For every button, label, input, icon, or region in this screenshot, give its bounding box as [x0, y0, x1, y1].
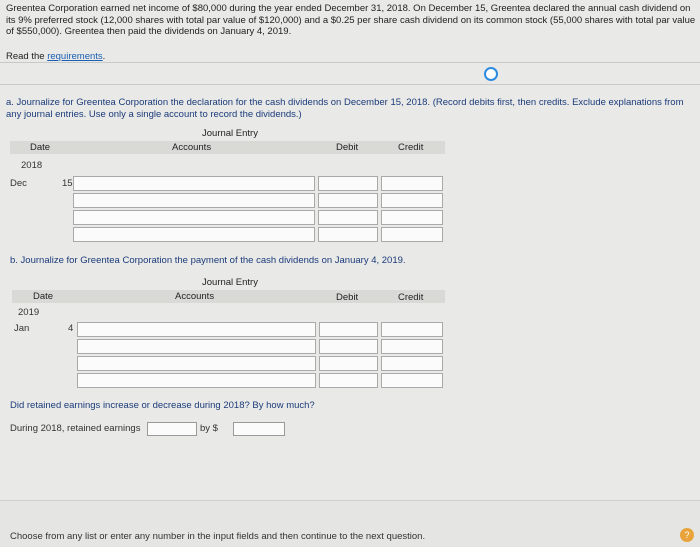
part-a-credit-input-2[interactable]: [381, 193, 443, 208]
part-a-account-input-4[interactable]: [73, 227, 315, 242]
part-a-credit-input-4[interactable]: [381, 227, 443, 242]
part-b-debit-input-4[interactable]: [319, 373, 378, 388]
part-b-debit-input-1[interactable]: [319, 322, 378, 337]
part-b-credit-input-2[interactable]: [381, 339, 443, 354]
part-b-header-debit: Debit: [336, 292, 359, 303]
part-b-journal-title: Journal Entry: [202, 277, 258, 288]
part-a-account-input-2[interactable]: [73, 193, 315, 208]
part-b-day: 4: [68, 323, 74, 334]
divider: [0, 62, 700, 63]
part-a-header-debit: Debit: [336, 142, 359, 153]
part-a-header-date: Date: [30, 142, 51, 153]
part-a-year: 2018: [21, 160, 43, 171]
part-a-journal-title: Journal Entry: [202, 128, 258, 139]
part-a-header-credit: Credit: [398, 142, 424, 153]
part-b-credit-input-1[interactable]: [381, 322, 443, 337]
part-b-debit-input-2[interactable]: [319, 339, 378, 354]
part-a-account-input-1[interactable]: [73, 176, 315, 191]
retained-earnings-amount-input[interactable]: [233, 422, 285, 436]
part-a-debit-input-4[interactable]: [318, 227, 378, 242]
part-a-credit-input-1[interactable]: [381, 176, 443, 191]
part-a-instruction: a. Journalize for Greentea Corporation the declaration for the cash dividends on December 15, 2018. (Record debits first, then credits. Exclude explanations from any journal entries. Use only a single account to record the dividends.): [6, 97, 684, 120]
part-a-month: Dec: [10, 178, 27, 189]
part-b-account-input-4[interactable]: [77, 373, 316, 388]
part-a-header-row: [10, 141, 445, 154]
loading-circle-icon: [484, 67, 498, 81]
part-b-account-input-1[interactable]: [77, 322, 316, 337]
footer-hint: Choose from any list or enter any number in the input fields and then continue to the next question.: [10, 531, 426, 542]
requirements-link[interactable]: requirements: [47, 51, 103, 62]
part-a-account-input-3[interactable]: [73, 210, 315, 225]
part-b-year: 2019: [18, 307, 40, 318]
part-a-debit-input-1[interactable]: [318, 176, 378, 191]
part-b-credit-input-4[interactable]: [381, 373, 443, 388]
part-a-header-accounts: Accounts: [172, 142, 212, 153]
increase-decrease-select[interactable]: [147, 422, 197, 436]
part-a-debit-input-2[interactable]: [318, 193, 378, 208]
part-b-debit-input-3[interactable]: [319, 356, 378, 371]
part-b-account-input-3[interactable]: [77, 356, 316, 371]
part-b-month: Jan: [14, 323, 30, 334]
divider: [0, 84, 700, 85]
problem-statement: Greentea Corporation earned net income of $80,000 during the year ended December 31, 2018. On December 15, Greentea declared the annual cash dividend on its 9% preferred stock (12,000 shares with total par value of $120,000) and a $0.25 per share cash dividend on its common stock (55,000 shares with total par value of $550,000). Greentea then paid the dividends on January 4, 2019.: [6, 3, 696, 37]
part-b-instruction: b. Journalize for Greentea Corporation the payment of the cash dividends on January 4, 2019.: [10, 255, 406, 266]
part-b-credit-input-3[interactable]: [381, 356, 443, 371]
part-b-header-credit: Credit: [398, 292, 424, 303]
retained-earnings-prefix: During 2018, retained earnings: [10, 423, 141, 434]
by-dollar-label: by $: [200, 423, 218, 434]
retained-earnings-question: Did retained earnings increase or decrease during 2018? By how much?: [10, 400, 315, 411]
part-a-day: 15: [62, 178, 73, 189]
part-a-debit-input-3[interactable]: [318, 210, 378, 225]
requirements-line: Read the requirements.: [6, 51, 106, 62]
part-b-account-input-2[interactable]: [77, 339, 316, 354]
part-b-header-row: [12, 290, 445, 303]
part-b-header-date: Date: [33, 291, 54, 302]
part-b-header-accounts: Accounts: [175, 291, 215, 302]
part-a-credit-input-3[interactable]: [381, 210, 443, 225]
help-badge-icon[interactable]: ?: [680, 528, 694, 542]
